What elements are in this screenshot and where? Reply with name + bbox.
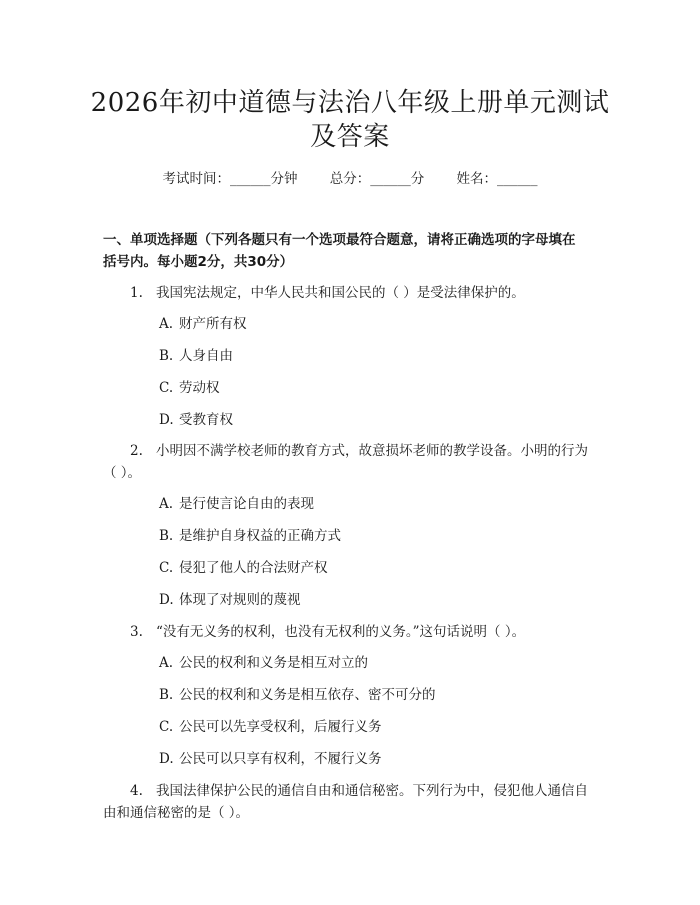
question-number: 4.: [130, 783, 143, 799]
option-2d: D. 体现了对规则的蔑视: [159, 592, 301, 608]
name-field: 姓名：______: [456, 171, 538, 187]
question-1: [103, 282, 598, 304]
option-3d: D. 公民可以只享有权利，不履行义务: [159, 751, 382, 767]
option-1d: D. 受教育权: [159, 412, 233, 428]
exam-time-field: 考试时间：______分钟: [162, 171, 298, 187]
question-2: [103, 440, 598, 462]
document-title: 2026年初中道德与法治八年级上册单元测试: [90, 88, 610, 118]
question-3: [103, 621, 598, 643]
question-text: 小明因不满学校老师的教育方式，故意损坏老师的教学设备。小明的行为: [156, 443, 588, 459]
document-title-continued: 及答案: [310, 122, 390, 152]
question-4-continued: 由和通信秘密的是（ ）。: [103, 805, 250, 821]
option-1a: A. 财产所有权: [159, 316, 247, 332]
total-score-field: 总分：______分: [329, 171, 425, 187]
option-1c: C. 劳动权: [159, 380, 220, 396]
question-number: 3.: [130, 624, 143, 640]
option-2c: C. 侵犯了他人的合法财产权: [159, 560, 328, 576]
question-text: 我国法律保护公民的通信自由和通信秘密。下列行为中，侵犯他人通信自: [156, 783, 588, 799]
option-2b: B. 是维护自身权益的正确方式: [159, 528, 341, 544]
question-2-continued: （ ）。: [103, 465, 142, 481]
question-text: 我国宪法规定，中华人民共和国公民的（ ）是受法律保护的。: [156, 285, 525, 301]
option-2a: A. 是行使言论自由的表现: [159, 496, 314, 512]
option-3c: C. 公民可以先享受权利，后履行义务: [159, 719, 382, 735]
question-4: [103, 780, 598, 802]
option-3b: B. 公民的权利和义务是相互依存、密不可分的: [159, 687, 436, 703]
question-number: 2.: [130, 443, 143, 459]
option-1b: B. 人身自由: [159, 348, 233, 364]
option-3a: A. 公民的权利和义务是相互对立的: [159, 655, 368, 671]
exam-info-line: [0, 167, 700, 187]
section-heading-continued: 括号内。每小题2分，共30分）: [103, 254, 294, 270]
question-text: “没有无义务的权利，也没有无权利的义务。”这句话说明（ ）。: [156, 624, 526, 640]
question-number: 1.: [130, 285, 143, 301]
section-heading: 一、单项选择题（下列各题只有一个选项最符合题意，请将正确选项的字母填在: [103, 232, 576, 248]
